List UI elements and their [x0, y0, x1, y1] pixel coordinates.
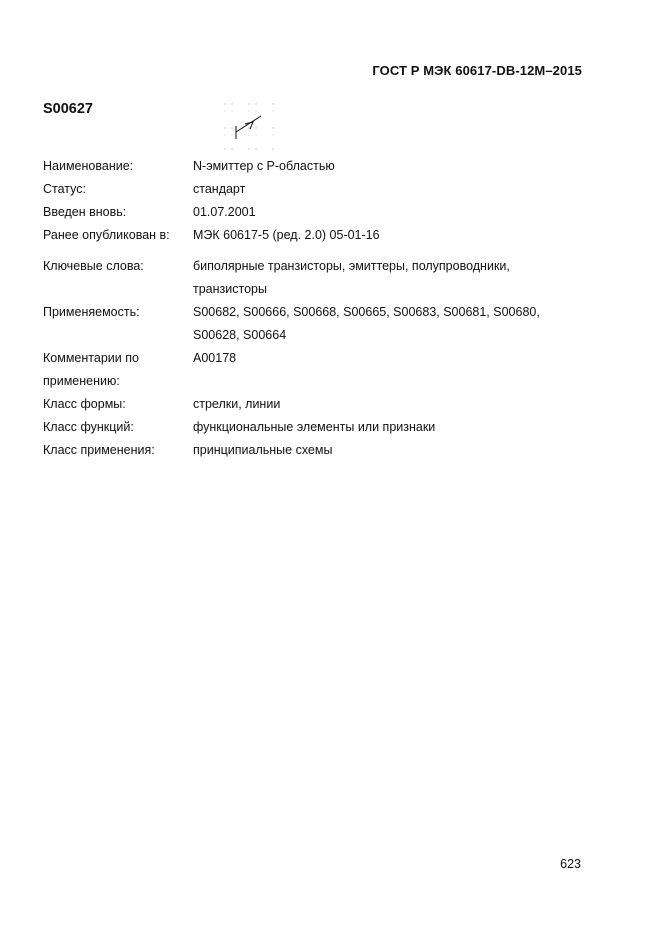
n-emitter-p-region-symbol-icon [222, 101, 280, 153]
field-label: Применяемость: [43, 305, 140, 319]
field-label: Статус: [43, 182, 86, 196]
field-value: биполярные транзисторы, эмиттеры, полупроводники, транзисторы [193, 259, 510, 296]
field-label: Ранее опубликован в: [43, 228, 170, 242]
symbol-code: S00627 [43, 101, 93, 117]
field-value: МЭК 60617-5 (ред. 2.0) 05-01-16 [193, 228, 380, 242]
field-value: N-эмиттер с P-областью [193, 159, 335, 173]
field-label: Ключевые слова: [43, 259, 144, 273]
field-label: Класс применения: [43, 443, 155, 457]
field-row-status [43, 178, 603, 201]
field-label: Класс функций: [43, 420, 134, 434]
field-value: стандарт [193, 182, 246, 196]
field-value: принципиальные схемы [193, 443, 333, 457]
field-row-application-class [43, 439, 603, 462]
field-label: Класс формы: [43, 397, 126, 411]
symbol-attributes [43, 155, 603, 462]
field-row-application-notes [43, 347, 603, 393]
page-number: 623 [560, 857, 581, 871]
field-row-introduced [43, 201, 603, 224]
field-row-previously-published [43, 224, 603, 247]
field-row-keywords [43, 255, 603, 301]
field-row-applicability [43, 301, 603, 347]
field-value: 01.07.2001 [193, 205, 256, 219]
field-label: Комментарии по применению: [43, 351, 139, 388]
field-value: A00178 [193, 351, 237, 365]
standard-header: ГОСТ Р МЭК 60617-DB-12M–2015 [372, 63, 582, 78]
field-row-name [43, 155, 603, 178]
field-label: Наименование: [43, 159, 134, 173]
field-label: Введен вновь: [43, 205, 127, 219]
field-row-shape-class [43, 393, 603, 416]
field-value: стрелки, линии [193, 397, 281, 411]
field-value: функциональные элементы или признаки [193, 420, 436, 434]
field-row-function-class [43, 416, 603, 439]
field-value: S00682, S00666, S00668, S00665, S00683, S00681, S00680, S00628, S00664 [193, 305, 540, 342]
